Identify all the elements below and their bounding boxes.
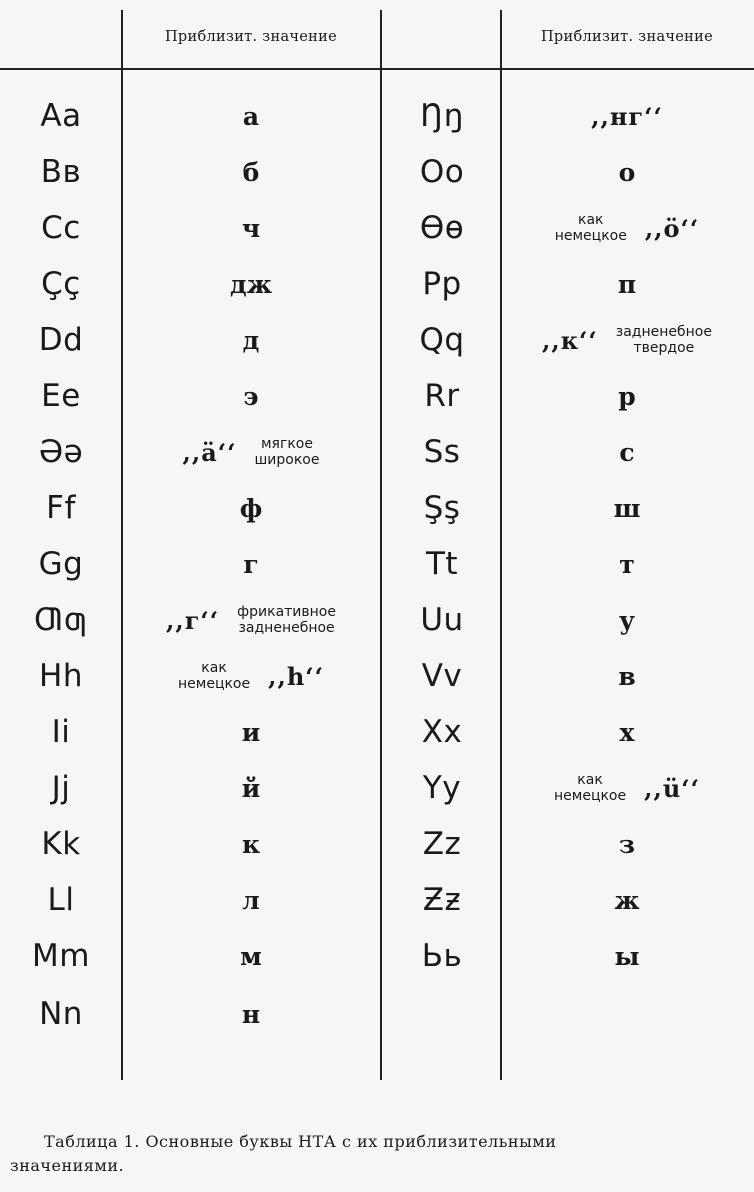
header-left-value: Приблизит. значение <box>164 29 337 45</box>
letter-cell: Əə <box>38 434 84 470</box>
letter-cell: Rr <box>424 378 460 414</box>
letter-cell: Tt <box>425 546 459 582</box>
value-cell <box>500 704 754 760</box>
value-cell <box>500 592 754 648</box>
header-right-value: Приблизит. значение <box>540 29 713 45</box>
note-line: немецкое <box>178 676 251 692</box>
letter-cell: Ьь <box>421 938 463 974</box>
table-row <box>0 928 754 984</box>
letter-cell: Cc <box>41 210 81 246</box>
value-text: с <box>619 437 635 467</box>
value-text: ,,нг‘‘ <box>591 101 663 131</box>
letter-cell: Hh <box>39 658 83 694</box>
value-text: ж <box>614 885 640 915</box>
table-row <box>0 312 754 368</box>
value-text: в <box>618 661 636 691</box>
note-line: немецкое <box>554 228 627 244</box>
caption-line: Таблица 1. Основные буквы НТА с их приблизительными <box>44 1132 557 1151</box>
value-text: й <box>241 773 261 803</box>
letter-cell: Ee <box>41 378 81 414</box>
letter-cell: Pp <box>422 266 462 302</box>
letter-cell: Gg <box>38 546 84 582</box>
value-cell <box>500 648 754 704</box>
note-line: мягкое <box>260 436 313 452</box>
note-line: как <box>578 212 604 228</box>
table-row <box>0 480 754 536</box>
value-note <box>554 772 626 804</box>
letter-cell: Bв <box>40 154 82 190</box>
value-text: п <box>617 269 637 299</box>
value-text: т <box>619 549 635 579</box>
value-text: ф <box>239 493 263 523</box>
table-row <box>0 368 754 424</box>
letter-cell: Uu <box>420 602 464 638</box>
table-row <box>0 200 754 256</box>
value-note <box>616 324 712 356</box>
value-cell <box>500 928 754 984</box>
value-cell <box>122 986 380 1042</box>
value-text: ,,ö‘‘ <box>644 213 700 243</box>
note-line: как <box>201 660 227 676</box>
table-row <box>0 704 754 760</box>
value-cell <box>500 88 754 144</box>
note-line: как <box>577 772 603 788</box>
header-rule <box>0 68 754 70</box>
letter-cell: Ƶƶ <box>422 882 462 918</box>
value-text: у <box>618 605 635 635</box>
value-cell <box>500 200 754 256</box>
letter-cell: Jj <box>51 770 71 806</box>
value-cell <box>500 536 754 592</box>
value-text: ,,ü‘‘ <box>644 773 700 803</box>
value-text: д <box>242 325 260 355</box>
value-text: а <box>242 101 260 131</box>
letter-cell: Dd <box>38 322 84 358</box>
letter-cell: Mm <box>32 938 90 974</box>
value-cell <box>500 816 754 872</box>
value-text: ы <box>614 941 640 971</box>
note-line: задненебное <box>615 324 712 340</box>
value-cell <box>500 144 754 200</box>
table-row <box>0 424 754 480</box>
value-cell <box>500 368 754 424</box>
letter-cell: Aa <box>40 98 82 134</box>
letter-cell: Vv <box>421 658 463 694</box>
value-text: г <box>243 549 259 579</box>
caption-line: значениями. <box>10 1156 125 1175</box>
letter-cell: Kk <box>41 826 81 862</box>
table-row <box>0 872 754 928</box>
value-text: о <box>618 157 636 187</box>
value-text: э <box>243 381 259 411</box>
value-note <box>555 212 627 244</box>
letter-cell: Ll <box>47 882 75 918</box>
letter-cell: Yy <box>422 770 462 806</box>
value-text: н <box>241 999 261 1029</box>
value-cell <box>500 480 754 536</box>
value-text: л <box>242 885 260 915</box>
value-cell <box>500 312 754 368</box>
letter-cell: Ƣƣ <box>34 602 88 638</box>
value-text: дж <box>230 269 272 299</box>
table-row <box>0 816 754 872</box>
table-row <box>0 760 754 816</box>
value-text: б <box>242 157 260 187</box>
table-row <box>0 592 754 648</box>
letter-cell: Çç <box>41 266 81 302</box>
note-line: широкое <box>254 452 320 468</box>
letter-cell: Nn <box>39 996 83 1032</box>
letter-cell: Өө <box>419 210 465 246</box>
letter-cell: Zz <box>422 826 462 862</box>
letter-cell: Oo <box>419 154 465 190</box>
value-text: ,,h‘‘ <box>268 661 324 691</box>
table-row <box>0 986 754 1042</box>
note-line: фрикативное <box>237 604 336 620</box>
letter-cell: Ss <box>423 434 461 470</box>
table-caption <box>10 1130 749 1178</box>
letter-cell: Ff <box>46 490 76 526</box>
value-text: ,,ä‘‘ <box>182 437 237 467</box>
value-text: ч <box>241 213 261 243</box>
value-cell <box>500 872 754 928</box>
letter-cell: Qq <box>419 322 465 358</box>
table-row <box>0 144 754 200</box>
note-line: задненебное <box>238 620 335 636</box>
letter-cell: Ŋŋ <box>420 98 464 134</box>
table-row <box>0 648 754 704</box>
table-row <box>0 256 754 312</box>
value-text: и <box>241 717 261 747</box>
value-text: к <box>241 829 261 859</box>
note-line: твердое <box>633 340 695 356</box>
table-row <box>0 88 754 144</box>
value-text: р <box>618 381 636 411</box>
note-line: немецкое <box>554 788 627 804</box>
value-text: х <box>619 717 635 747</box>
value-cell <box>500 760 754 816</box>
value-text: м <box>240 941 262 971</box>
value-text: ш <box>613 493 641 523</box>
value-text: з <box>619 829 635 859</box>
value-text: ,,к‘‘ <box>542 325 598 355</box>
letter-cell: Xx <box>421 714 463 750</box>
table-row <box>0 536 754 592</box>
letter-cell: Ii <box>51 714 71 750</box>
value-cell <box>500 256 754 312</box>
value-cell <box>500 424 754 480</box>
value-text: ,,г‘‘ <box>166 605 220 635</box>
letter-cell: Şş <box>423 490 461 526</box>
